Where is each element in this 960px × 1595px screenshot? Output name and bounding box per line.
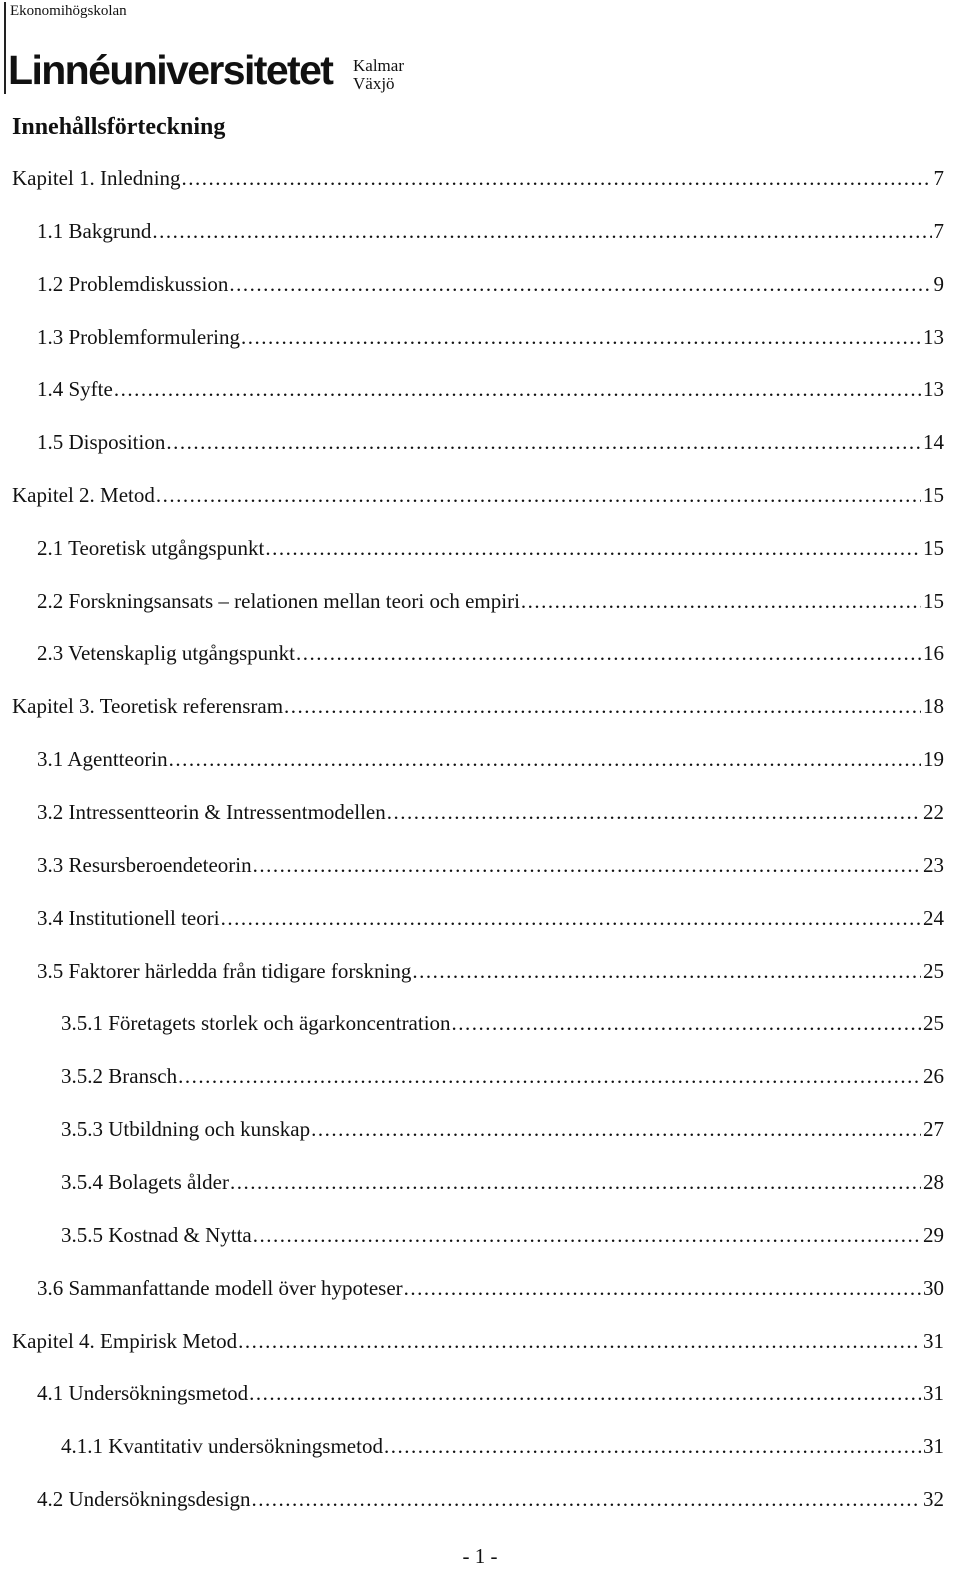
toc-entry[interactable] bbox=[12, 163, 944, 193]
toc-leader bbox=[412, 956, 921, 986]
logo-wordmark: Linnéuniversitetet bbox=[8, 47, 333, 93]
toc-leader bbox=[169, 744, 921, 774]
toc-entry-label: 3.5 Faktorer härledda från tidigare forskning bbox=[37, 959, 412, 983]
toc-entry-page: 25 bbox=[923, 1011, 944, 1035]
toc-entry-page: 13 bbox=[923, 325, 944, 349]
toc-leader bbox=[265, 533, 921, 563]
toc-entry-page: 19 bbox=[923, 747, 944, 771]
toc-leader bbox=[114, 374, 921, 404]
toc-entry-page: 25 bbox=[923, 959, 944, 983]
toc-leader bbox=[252, 1484, 922, 1514]
toc-entry[interactable] bbox=[37, 322, 944, 352]
logo-city-vaxjo: Växjö bbox=[353, 74, 395, 93]
toc-leader bbox=[404, 1273, 921, 1303]
toc-entry[interactable] bbox=[37, 797, 944, 827]
toc-entry-label: 2.3 Vetenskaplig utgångspunkt bbox=[37, 641, 296, 665]
toc-entry-label: 1.5 Disposition bbox=[37, 430, 166, 454]
toc-entry[interactable] bbox=[37, 744, 944, 774]
toc-entry[interactable] bbox=[61, 1431, 944, 1461]
toc-title: Innehållsförteckning bbox=[12, 114, 226, 140]
toc-entry-label: 1.4 Syfte bbox=[37, 377, 113, 401]
toc-entry-label: 2.1 Teoretisk utgångspunkt bbox=[37, 536, 265, 560]
toc-entry[interactable] bbox=[61, 1114, 944, 1144]
toc-entry-page: 28 bbox=[923, 1170, 944, 1194]
toc-leader bbox=[384, 1431, 921, 1461]
toc-entry-label: 3.5.1 Företagets storlek och ägarkoncentration bbox=[61, 1011, 451, 1035]
toc-entry-page: 15 bbox=[923, 536, 944, 560]
toc-entry[interactable] bbox=[61, 1061, 944, 1091]
toc-entry-label: Kapitel 3. Teoretisk referensram bbox=[12, 694, 284, 718]
logo-city-kalmar: Kalmar bbox=[353, 56, 404, 75]
toc-entry-page: 30 bbox=[923, 1276, 944, 1300]
toc-leader bbox=[182, 163, 932, 193]
toc-leader bbox=[178, 1061, 921, 1091]
toc-entry-page: 23 bbox=[923, 853, 944, 877]
toc-leader bbox=[249, 1378, 921, 1408]
toc-entry-page: 16 bbox=[923, 641, 944, 665]
toc-entry-page: 15 bbox=[923, 589, 944, 613]
toc-entry[interactable] bbox=[37, 956, 944, 986]
toc-leader bbox=[229, 269, 931, 299]
toc-entry-page: 18 bbox=[923, 694, 944, 718]
toc-leader bbox=[241, 322, 921, 352]
toc-entry[interactable] bbox=[37, 586, 944, 616]
toc-entry-page: 31 bbox=[923, 1329, 944, 1353]
toc-entry[interactable] bbox=[37, 427, 944, 457]
toc-entry[interactable] bbox=[37, 533, 944, 563]
toc-entry[interactable] bbox=[12, 691, 944, 721]
toc-entry-page: 27 bbox=[923, 1117, 944, 1141]
toc-entry-label: Kapitel 2. Metod bbox=[12, 483, 155, 507]
toc-entry-page: 26 bbox=[923, 1064, 944, 1088]
toc-entry-page: 7 bbox=[933, 166, 944, 190]
toc-leader bbox=[166, 427, 921, 457]
page-number: - 1 - bbox=[462, 1544, 498, 1568]
toc-entry-label: 1.3 Problemformulering bbox=[37, 325, 240, 349]
toc-entry[interactable] bbox=[61, 1008, 944, 1038]
toc-entry-label: 3.2 Intressentteorin & Intressentmodellen bbox=[37, 800, 386, 824]
toc-entry-label: 1.2 Problemdiskussion bbox=[37, 272, 229, 296]
toc-leader bbox=[521, 586, 921, 616]
school-name: Ekonomihögskolan bbox=[10, 3, 127, 19]
toc-leader bbox=[387, 797, 921, 827]
toc-leader bbox=[152, 216, 931, 246]
toc-entry-page: 22 bbox=[923, 800, 944, 824]
toc-entry[interactable] bbox=[12, 1326, 944, 1356]
toc-entry[interactable] bbox=[12, 480, 944, 510]
toc-entry[interactable] bbox=[37, 374, 944, 404]
toc-leader bbox=[284, 691, 921, 721]
header-rule bbox=[4, 2, 6, 94]
toc-entry[interactable] bbox=[37, 850, 944, 880]
toc-leader bbox=[156, 480, 921, 510]
toc-entry[interactable] bbox=[61, 1220, 944, 1250]
toc-entry[interactable] bbox=[37, 638, 944, 668]
toc-entry-page: 13 bbox=[923, 377, 944, 401]
toc-entry-label: Kapitel 4. Empirisk Metod bbox=[12, 1329, 238, 1353]
toc-entry-page: 7 bbox=[933, 219, 944, 243]
toc-entry-page: 31 bbox=[923, 1434, 944, 1458]
toc-entry-label: Kapitel 1. Inledning bbox=[12, 166, 181, 190]
toc-entry[interactable] bbox=[61, 1167, 944, 1197]
toc-leader bbox=[221, 903, 921, 933]
toc-entry-label: 4.1 Undersökningsmetod bbox=[37, 1381, 249, 1405]
toc-entry[interactable] bbox=[37, 1273, 944, 1303]
toc-entry-label: 3.1 Agentteorin bbox=[37, 747, 168, 771]
toc-entry[interactable] bbox=[37, 1484, 944, 1514]
toc-entry-label: 3.5.5 Kostnad & Nytta bbox=[61, 1223, 252, 1247]
toc-leader bbox=[452, 1008, 921, 1038]
toc-entry-label: 3.5.2 Bransch bbox=[61, 1064, 178, 1088]
toc-entry[interactable] bbox=[37, 903, 944, 933]
toc-leader bbox=[311, 1114, 921, 1144]
toc-entry-label: 2.2 Forskningsansats – relationen mellan teori och empiri bbox=[37, 589, 520, 613]
toc-leader bbox=[230, 1167, 921, 1197]
toc-entry-page: 24 bbox=[923, 906, 944, 930]
toc-entry-label: 3.5.3 Utbildning och kunskap bbox=[61, 1117, 311, 1141]
toc-entry-label: 4.2 Undersökningsdesign bbox=[37, 1487, 251, 1511]
toc-leader bbox=[238, 1326, 921, 1356]
toc-entry-label: 3.3 Resursberoendeteorin bbox=[37, 853, 252, 877]
toc-leader bbox=[253, 1220, 921, 1250]
toc-entry[interactable] bbox=[37, 216, 944, 246]
toc-entry-page: 29 bbox=[923, 1223, 944, 1247]
toc-entry-label: 3.5.4 Bolagets ålder bbox=[61, 1170, 229, 1194]
page-header bbox=[0, 0, 960, 100]
toc-leader bbox=[296, 638, 921, 668]
toc-entry-label: 3.6 Sammanfattande modell över hypoteser bbox=[37, 1276, 403, 1300]
toc-entry[interactable] bbox=[37, 1378, 944, 1408]
toc-entry-page: 15 bbox=[923, 483, 944, 507]
toc-entry-label: 3.4 Institutionell teori bbox=[37, 906, 220, 930]
toc-leader bbox=[253, 850, 921, 880]
toc-entry-page: 31 bbox=[923, 1381, 944, 1405]
toc-entry-label: 1.1 Bakgrund bbox=[37, 219, 152, 243]
toc-entry-page: 9 bbox=[933, 272, 944, 296]
toc-entry-label: 4.1.1 Kvantitativ undersökningsmetod bbox=[61, 1434, 383, 1458]
page-footer bbox=[0, 1544, 960, 1569]
toc-entry[interactable] bbox=[37, 269, 944, 299]
toc-entry-page: 14 bbox=[923, 430, 944, 454]
toc-entry-page: 32 bbox=[923, 1487, 944, 1511]
